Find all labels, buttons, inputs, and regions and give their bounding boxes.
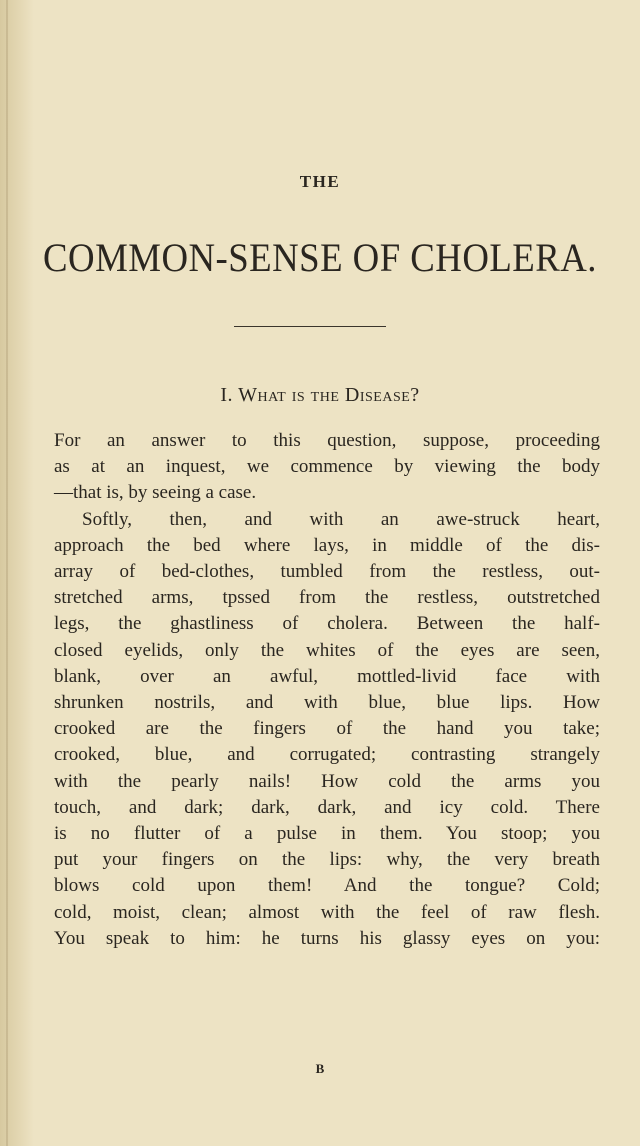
text-line: cold, moist, clean; almost with the feel of raw flesh. [54, 901, 600, 923]
text-line: as at an inquest, we commence by viewing the body [54, 456, 600, 478]
section-heading: I. What is the Disease? [220, 384, 420, 406]
text-line: closed eyelids, only the whites of the eyes are seen, [54, 639, 600, 661]
text-line: blank, over an awful, mottled-livid face with [54, 665, 600, 687]
text-line: put your fingers on the lips: why, the very breath [54, 849, 600, 871]
text-line: crooked are the fingers of the hand you take; [54, 718, 600, 740]
body-paragraphs [54, 428, 600, 952]
text-line: blows cold upon them! And the tongue? Cold; [54, 875, 600, 897]
text-line: array of bed-clothes, tumbled from the restless, out- [54, 561, 600, 583]
text-line: Softly, then, and with an awe-struck heart, [82, 508, 600, 530]
title-divider [234, 326, 386, 327]
signature-mark: B [315, 1061, 325, 1076]
text-line: stretched arms, tpssed from the restless, outstretched [54, 587, 600, 609]
text-line: approach the bed where lays, in middle of the dis- [54, 534, 600, 556]
text-line: with the pearly nails! How cold the arms you [54, 770, 600, 792]
text-line: shrunken nostrils, and with blue, blue lips. How [54, 692, 600, 714]
book-title: COMMON-SENSE OF CHOLERA. [43, 235, 597, 280]
text-line: You speak to him: he turns his glassy eyes on you: [54, 927, 600, 949]
text-line: touch, and dark; dark, dark, and icy cold. There [54, 796, 600, 818]
pre-title: THE [299, 172, 341, 191]
text-line: —that is, by seeing a case. [54, 482, 257, 504]
text-line: For an answer to this question, suppose, proceeding [54, 430, 600, 451]
text-line: legs, the ghastliness of cholera. Between the half- [54, 613, 600, 635]
text-line: is no flutter of a pulse in them. You stoop; you [54, 823, 600, 845]
text-line: crooked, blue, and corrugated; contrasting strangely [54, 744, 600, 766]
